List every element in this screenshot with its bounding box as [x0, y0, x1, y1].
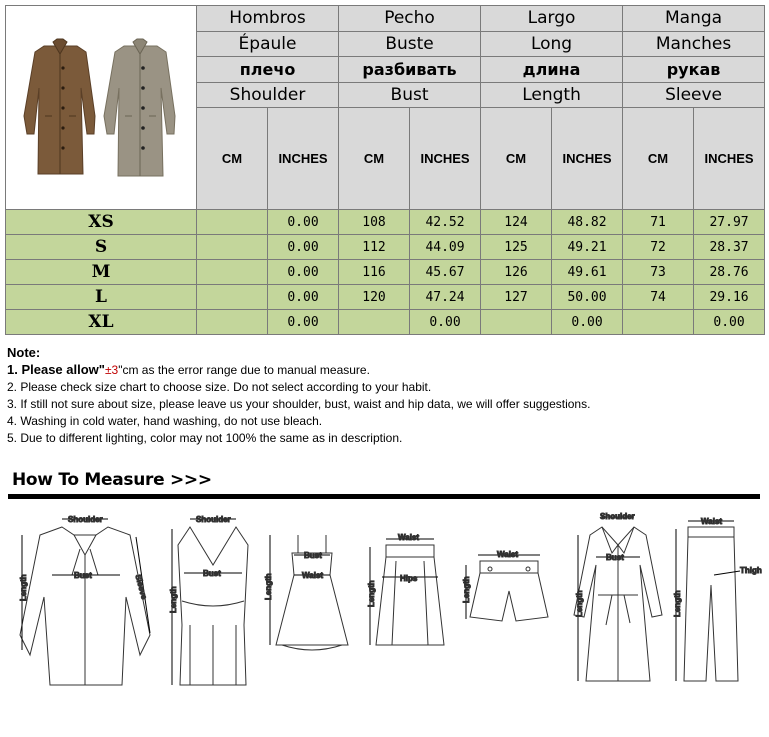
- sleeve-cm-cell: [623, 310, 694, 335]
- header-es-shoulder: Hombros: [197, 6, 339, 32]
- size-label: L: [6, 285, 197, 310]
- length-cm-cell: [481, 310, 552, 335]
- trousers-diagram-icon: [676, 521, 740, 681]
- unit-shoulder-cm: CM: [197, 108, 268, 210]
- label-waist-4: Waist: [398, 533, 420, 542]
- unit-shoulder-inches: INCHES: [268, 108, 339, 210]
- note-line-4: 4. Washing in cold water, hand washing, do not use bleach.: [7, 414, 323, 428]
- measurement-diagrams: [0, 505, 769, 737]
- length-cm-cell: 127: [481, 285, 552, 310]
- header-ru-length: длина: [481, 57, 623, 83]
- coat-photo-icon: [7, 6, 196, 204]
- unit-sleeve-inches: INCHES: [694, 108, 765, 210]
- length-inches-cell: 0.00: [552, 310, 623, 335]
- label-bust-6: Bust: [606, 553, 624, 562]
- label-shoulder-2: Shoulder: [196, 515, 231, 524]
- header-es-bust: Pecho: [339, 6, 481, 32]
- sleeve-cm-cell: 72: [623, 235, 694, 260]
- note-line-1-rest: "cm as the error range due to manual measure.: [118, 363, 370, 377]
- skirt-diagram-icon: [370, 539, 444, 645]
- label-shoulder-1: Shoulder: [68, 515, 103, 524]
- label-waist-3: Waist: [302, 571, 324, 580]
- sleeve-inches-cell: 0.00: [694, 310, 765, 335]
- sleeve-cm-cell: 74: [623, 285, 694, 310]
- shoulder-cm-cell: [197, 310, 268, 335]
- header-es-sleeve: Manga: [623, 6, 765, 32]
- label-length-5: Length: [462, 576, 471, 603]
- section-divider: [8, 494, 760, 499]
- label-hips-4: Hips: [400, 574, 418, 583]
- notes-section: [7, 344, 757, 447]
- header-ru-sleeve: рукав: [623, 57, 765, 83]
- length-inches-cell: 49.61: [552, 260, 623, 285]
- shoulder-cm-cell: [197, 235, 268, 260]
- size-chart-table: [5, 5, 765, 335]
- bust-inches-cell: 47.24: [410, 285, 481, 310]
- header-fr-sleeve: Manches: [623, 31, 765, 57]
- sleeve-inches-cell: 28.76: [694, 260, 765, 285]
- size-label: M: [6, 260, 197, 285]
- bust-cm-cell: 120: [339, 285, 410, 310]
- sleeve-inches-cell: 27.97: [694, 210, 765, 235]
- bust-cm-cell: 116: [339, 260, 410, 285]
- notes-title: Note:: [7, 345, 41, 360]
- label-length-2: Length: [169, 586, 178, 613]
- length-inches-cell: 50.00: [552, 285, 623, 310]
- note-line-5: 5. Due to different lighting, color may not 100% the same as in description.: [7, 431, 403, 445]
- label-bust-3: Bust: [304, 551, 322, 560]
- header-en-shoulder: Shoulder: [197, 82, 339, 108]
- header-fr-bust: Buste: [339, 31, 481, 57]
- label-waist-7: Waist: [701, 517, 723, 526]
- unit-length-cm: CM: [481, 108, 552, 210]
- note-line-3: 3. If still not sure about size, please leave us your shoulder, bust, waist and hip data, we will offer suggestions.: [7, 397, 591, 411]
- how-to-measure-title: How To Measure >>>: [12, 470, 212, 490]
- label-length-6: Length: [575, 590, 584, 617]
- bust-inches-cell: 44.09: [410, 235, 481, 260]
- shoulder-inches-cell: 0.00: [268, 310, 339, 335]
- product-photo: [6, 6, 197, 210]
- table-row: [6, 285, 765, 310]
- header-fr-length: Long: [481, 31, 623, 57]
- shorts-diagram-icon: [466, 555, 548, 621]
- label-waist-5: Waist: [497, 550, 519, 559]
- length-cm-cell: 125: [481, 235, 552, 260]
- label-length-7: Length: [673, 590, 682, 617]
- shoulder-cm-cell: [197, 210, 268, 235]
- label-length-3: Length: [264, 573, 273, 600]
- length-inches-cell: 48.82: [552, 210, 623, 235]
- bust-inches-cell: 45.67: [410, 260, 481, 285]
- table-row: [6, 260, 765, 285]
- blouse-diagram-icon: [20, 519, 150, 685]
- label-length-1: Length: [19, 574, 28, 601]
- shoulder-cm-cell: [197, 285, 268, 310]
- shoulder-inches-cell: 0.00: [268, 285, 339, 310]
- header-en-sleeve: Sleeve: [623, 82, 765, 108]
- label-shoulder-6: Shoulder: [600, 512, 635, 521]
- bust-cm-cell: [339, 310, 410, 335]
- header-fr-shoulder: Épaule: [197, 31, 339, 57]
- shoulder-inches-cell: 0.00: [268, 210, 339, 235]
- unit-bust-inches: INCHES: [410, 108, 481, 210]
- shoulder-inches-cell: 0.00: [268, 235, 339, 260]
- vest-diagram-icon: [172, 519, 248, 685]
- unit-bust-cm: CM: [339, 108, 410, 210]
- bust-inches-cell: 42.52: [410, 210, 481, 235]
- length-inches-cell: 49.21: [552, 235, 623, 260]
- label-sleeve-1: Sleeve: [133, 573, 149, 601]
- header-ru-shoulder: плечо: [197, 57, 339, 83]
- bust-cm-cell: 108: [339, 210, 410, 235]
- header-en-length: Length: [481, 82, 623, 108]
- label-bust-2: Bust: [203, 569, 221, 578]
- sleeve-inches-cell: 29.16: [694, 285, 765, 310]
- unit-sleeve-cm: CM: [623, 108, 694, 210]
- sleeve-cm-cell: 73: [623, 260, 694, 285]
- table-row: [6, 310, 765, 335]
- unit-length-inches: INCHES: [552, 108, 623, 210]
- shoulder-cm-cell: [197, 260, 268, 285]
- length-cm-cell: 126: [481, 260, 552, 285]
- note-line-2: 2. Please check size chart to choose size. Do not select according to your habit.: [7, 380, 432, 394]
- table-row: [6, 210, 765, 235]
- table-row: [6, 235, 765, 260]
- size-label: XL: [6, 310, 197, 335]
- trench-coat-diagram-icon: [574, 517, 662, 681]
- shoulder-inches-cell: 0.00: [268, 260, 339, 285]
- length-cm-cell: 124: [481, 210, 552, 235]
- label-bust-1: Bust: [74, 571, 92, 580]
- note-line-1: [7, 361, 757, 379]
- header-es-length: Largo: [481, 6, 623, 32]
- bust-inches-cell: 0.00: [410, 310, 481, 335]
- note-line-1-bold: 1. Please allow": [7, 362, 105, 377]
- label-length-4: Length: [367, 580, 376, 607]
- bust-cm-cell: 112: [339, 235, 410, 260]
- sleeve-cm-cell: 71: [623, 210, 694, 235]
- header-en-bust: Bust: [339, 82, 481, 108]
- sleeve-inches-cell: 28.37: [694, 235, 765, 260]
- header-ru-bust: разбивать: [339, 57, 481, 83]
- note-line-1-tolerance: ±3: [104, 363, 119, 377]
- size-label: XS: [6, 210, 197, 235]
- size-label: S: [6, 235, 197, 260]
- label-thigh-7: Thigh: [740, 566, 762, 575]
